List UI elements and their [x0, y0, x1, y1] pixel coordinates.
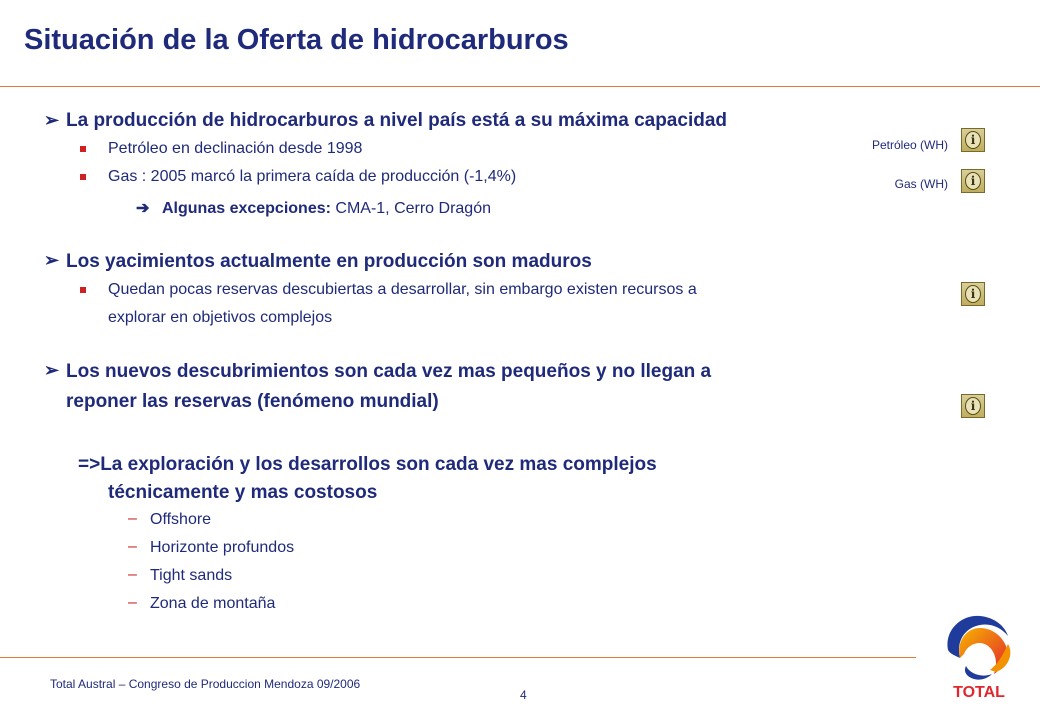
exceptions-note [162, 197, 491, 221]
list-item: Horizonte profundos [150, 539, 295, 556]
petroleo-link-label: Petróleo (WH) [871, 138, 948, 152]
footer-divider [0, 657, 916, 658]
page-number: 4 [520, 688, 527, 702]
bullet-heading-3-line2: reponer las reservas (fenómeno mundial) [66, 391, 439, 412]
sub-bullet: Gas : 2005 marcó la primera caída de producción (-1,4%) [108, 168, 517, 185]
note-arrow-icon: ➔ [136, 200, 150, 217]
list-item: Tight sands [150, 567, 233, 584]
logo-text: TOTAL [953, 684, 1005, 701]
info-icon: i [965, 131, 981, 149]
bullet-arrow-icon: ➢ [44, 360, 60, 380]
square-bullet-icon [80, 174, 86, 180]
sub-bullet: Petróleo en declinación desde 1998 [108, 140, 363, 157]
square-bullet-icon [80, 146, 86, 152]
sub-bullet: Quedan pocas reservas descubiertas a desarrollar, sin embargo existen recursos a [108, 281, 697, 298]
square-bullet-icon [80, 287, 86, 293]
total-logo [934, 604, 1024, 704]
conclusion-line1: =>La exploración y los desarrollos son cada vez mas complejos [78, 454, 657, 475]
title-divider [0, 86, 1040, 87]
dash-bullet: – [128, 566, 137, 583]
info-icon: i [965, 397, 981, 415]
dash-bullet: – [128, 538, 137, 555]
bullet-heading-1: La producción de hidrocarburos a nivel país está a su máxima capacidad [66, 110, 728, 131]
info-button-descubrimientos[interactable] [961, 394, 985, 418]
list-item: Offshore [150, 511, 212, 528]
exceptions-label: Algunas excepciones: [162, 200, 331, 217]
footer-text: Total Austral – Congreso de Produccion Mendoza 09/2006 [50, 677, 361, 691]
conclusion-line2: técnicamente y mas costosos [108, 482, 378, 503]
dash-bullet: – [128, 594, 137, 611]
info-icon: i [965, 285, 981, 303]
sub-bullet-continuation: explorar en objetivos complejos [108, 309, 333, 326]
gas-link-label: Gas (WH) [894, 177, 948, 191]
bullet-arrow-icon: ➢ [44, 110, 60, 130]
bullet-heading-3-line1: Los nuevos descubrimientos son cada vez mas pequeños y no llegan a [66, 361, 712, 382]
list-item: Zona de montaña [150, 595, 276, 612]
exceptions-value: CMA-1, Cerro Dragón [330, 200, 491, 217]
info-button-gas[interactable] [961, 169, 985, 193]
bullet-heading-2: Los yacimientos actualmente en producción son maduros [66, 251, 592, 272]
bullet-arrow-icon: ➢ [44, 250, 60, 270]
info-button-maduros[interactable] [961, 282, 985, 306]
info-button-petroleo[interactable] [961, 128, 985, 152]
dash-bullet: – [128, 510, 137, 527]
total-logo-icon [934, 604, 1024, 704]
info-icon: i [965, 172, 981, 190]
slide-title: Situación de la Oferta de hidrocarburos [24, 24, 569, 56]
